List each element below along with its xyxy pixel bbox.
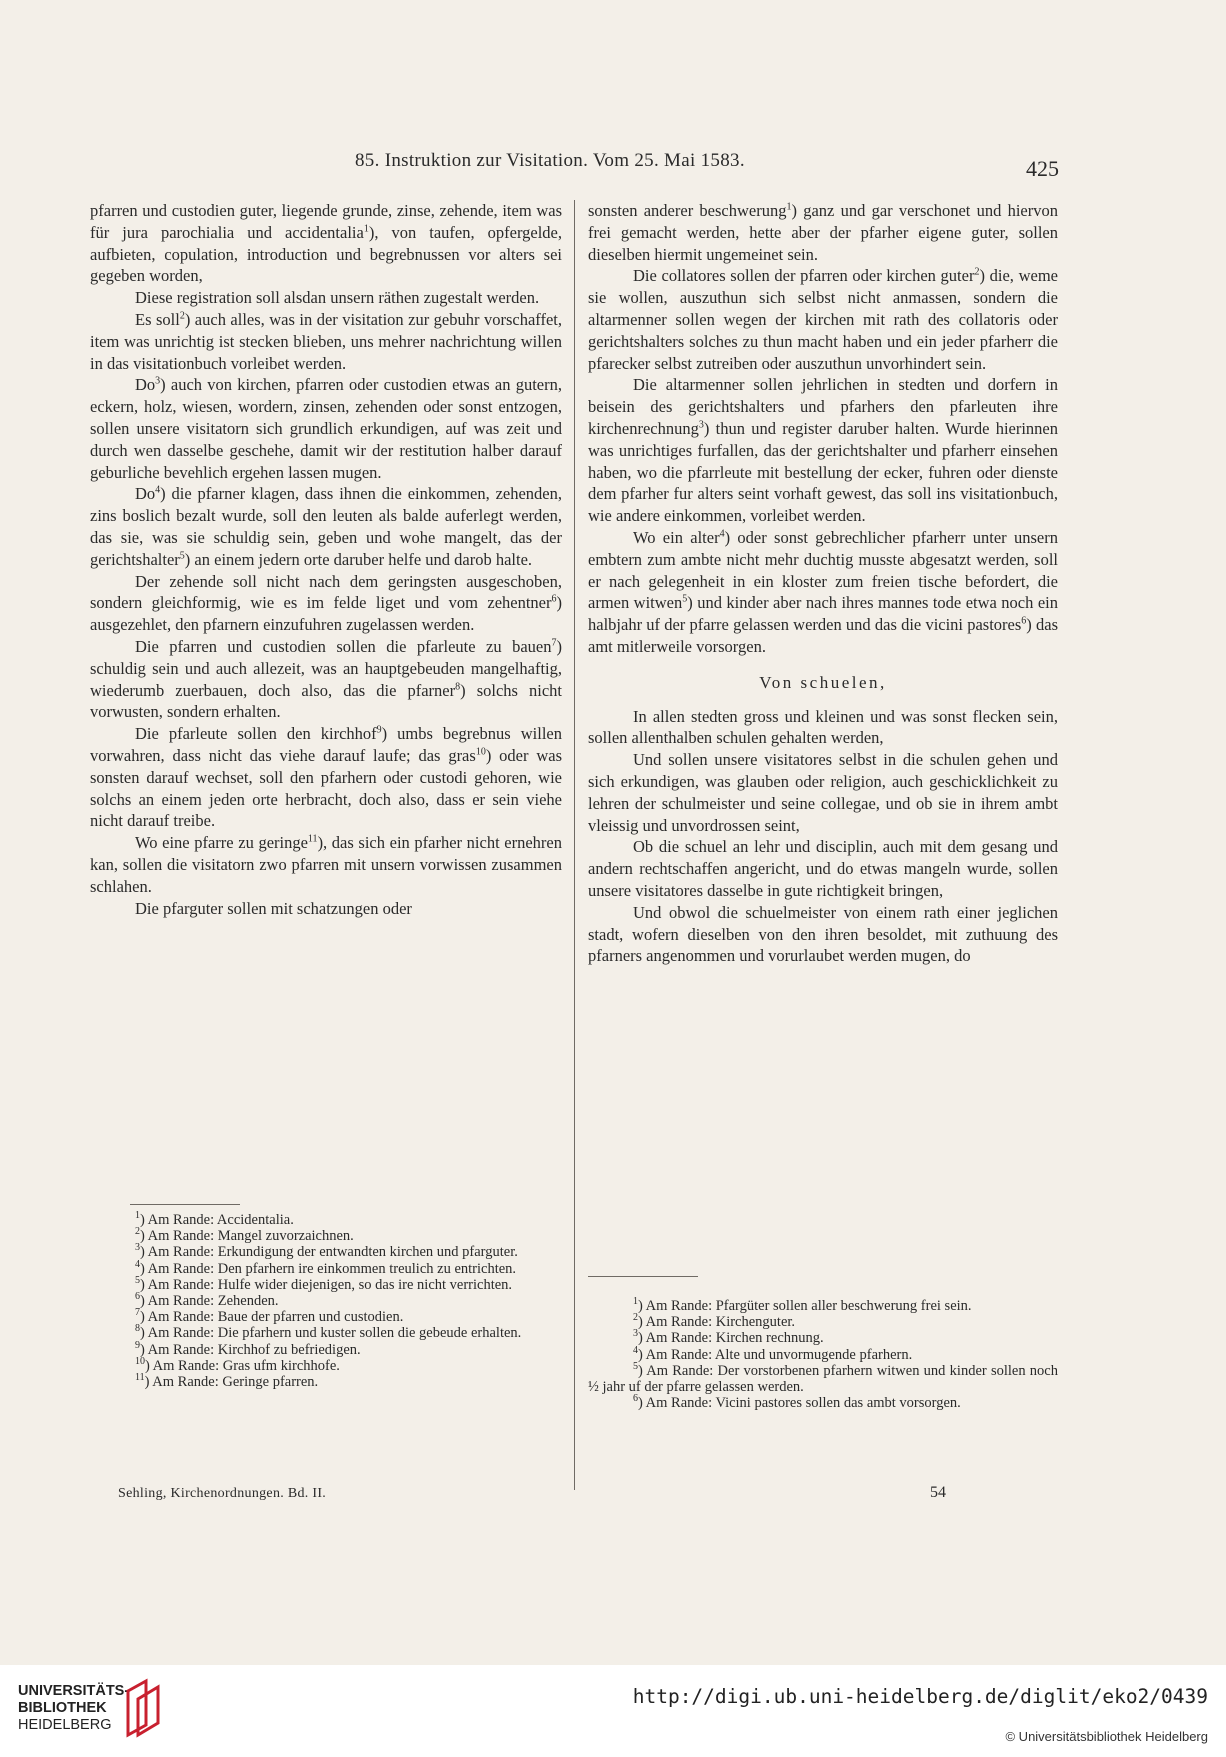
text-run: ) die pfarner klagen, dass ihnen die einkommen, zehenden, zins boslich bezalt wurde, soll den leuten als balde auferlegt werden, das sie, was sie schuldig sein, geben und wohe mangelt, das der gerichtshalter [90,484,562,569]
footnote [90,1228,562,1244]
footnote-marker: 9 [135,1339,140,1351]
text-run: Es soll [135,309,180,329]
footnote [90,1374,562,1390]
paragraph [588,374,1058,527]
footnote [90,1244,562,1260]
printer-signature: Sehling, Kirchenordnungen. Bd. II. [118,1486,327,1501]
footnote-rule-left [130,1204,240,1205]
footnote [90,1293,562,1309]
footnote-marker: 4 [719,528,725,540]
text-run: ) Am Rande: Mangel zuvorzaichnen. [140,1228,354,1245]
section-heading: Von schuelen, [759,672,887,692]
text-run: ) Am Rande: Accidentalia. [140,1212,294,1228]
footnote [90,1358,562,1374]
text-run: ) oder sonst gebrechlicher pfarherr unter unsern embtern zum ambte nicht mehr duchtig musste abgesatzt werden, soll er nach gelegenheit in ein kloster zum freien tische befordert, die armen witwen [588,527,1058,613]
page-header [90,150,1065,190]
footnote [588,1314,1058,1330]
footnote [588,1330,1058,1346]
text-run: ) und kinder aber nach ihres mannes tode etwa noch ein halbjahr uf der pfarre gelassen werden und das die vicini pastores [588,593,1058,635]
footnote [588,1360,1058,1396]
footnote-marker: 3 [155,375,161,387]
footnote [588,1344,1058,1363]
footnote-marker: 8 [455,681,461,693]
footnote-marker: 2 [179,310,185,322]
footnotes-left [90,1212,562,1390]
footnote-marker: 3 [633,1328,638,1340]
footnote-marker: 5 [682,593,688,605]
logo-line: UNIVERSITÄTS- [18,1683,130,1699]
footnote [90,1258,562,1277]
text-run: ) Am Rande: Kirchenguter. [638,1314,796,1331]
footnote-marker: 2 [974,266,980,278]
text-run: ) die, weme sie wollen, auszuthun sich selbst nicht anmassen, sondern die altarmenner sollen wegen der kirchen mit rath des collatoris oder gerichtshalters solches zu thun macht haben und ein jeder pfarherr die pfarecker selbst zutreiben oder auszuthun unvorhindert sein. [588,266,1058,373]
text-run: ) Am Rande: Baue der pfarren und custodien. [140,1309,404,1326]
paragraph [90,898,562,920]
right-column-text-after [588,706,1058,968]
text-run: Die collatores sollen der pfarren oder kirchen guter [633,266,975,286]
footnote-marker: 5 [179,550,185,562]
text-run: Wo eine pfarre zu geringe [135,833,308,853]
sheet-number: 54 [930,1484,946,1501]
paragraph [90,200,562,287]
footnote-marker: 7 [551,637,557,649]
logo-line: BIBLIOTHEK [18,1700,107,1716]
text-run: ) Am Rande: Gras ufm kirchhofe. [145,1357,340,1374]
footnote [90,1212,562,1228]
text-run: ) Am Rande: Geringe pfarren. [144,1374,319,1391]
footnotes-right [588,1298,1058,1411]
text-run: ) Am Rande: Hulfe wider diejenigen, so das ire nicht verrichten. [140,1276,513,1293]
text-run: ) ganz und gar verschonet und hiervon frei gemacht werden, hette aber der pfarher eigene guter, sollen dieselben hiermit ungemeinet sein. [588,201,1058,264]
text-run: ), von taufen, opfergelde, aufbieten, copulation, introduction und begrebnussen vor alters sei gegeben worden, [90,222,562,286]
page-number: 425 [1026,156,1059,181]
text-run: Die pfarleute sollen den kirchhof [135,724,377,744]
text-run: ) oder was sonsten darauf wechset, soll den pfarhern oder custodi gehoren, wie solchs an einem jeden orte herbracht, doch also, dass er sein viehe nicht darauf treibe. [90,745,562,831]
footnote-marker: 10 [475,746,486,758]
text-run: ) ausgezehlet, den pfarnern einzufuhren zugelassen werden. [90,593,562,635]
footnote [90,1309,562,1325]
footnote [90,1339,562,1358]
text-run: Der zehende soll nicht nach dem geringsten ausgeschoben, sondern gleichformig, wie es im felde liget und vom zehentner [90,571,562,613]
text-run: Do [135,484,156,504]
footnote-marker: 6 [633,1393,638,1405]
footnote-marker: 6 [551,593,557,605]
footnote-marker: 11 [307,833,318,845]
text-run: ) Am Rande: Den pfarhern ire einkommen treulich zu entrichten. [140,1260,517,1277]
footnote [588,1298,1058,1314]
paragraph [90,571,562,636]
footnote-rule-right [588,1276,698,1277]
running-head: 85. Instruktion zur Visitation. Vom 25. Mai 1583. [355,150,745,171]
text-run: ) umbs begrebnus willen vorwahren, dass nicht das viehe darauf laufe; das gras [90,724,562,765]
text-run: Die pfarren und custodien sollen die pfarleute zu bauen [135,636,552,656]
footnote-marker: 9 [376,724,382,736]
footnote-marker: 2 [633,1312,638,1324]
text-run: ) Am Rande: Die pfarhern und kuster sollen die gebeude erhalten. [140,1325,522,1342]
footnote-marker: 6 [135,1291,140,1303]
paragraph [90,287,562,309]
paragraph [90,309,562,374]
copyright-notice: © Universitätsbibliothek Heidelberg [1005,1729,1208,1744]
footnote-marker: 1 [786,201,792,213]
text-run: ) thun und register daruber halten. Wurde hierinnen was unrichtiges furfallen, das der gerichtshalter und pfarherr einsehen haben, wo die pfarrleute mit bestellung der ecker, fuhren oder dienste dem pfarher fur alters seint vorhaft gewest, das soll ins visitationbuch, wie andere einkommen, vorleibet werden. [588,418,1058,526]
footnote-marker: 3 [698,419,704,431]
text-run: ) auch von kirchen, pfarren oder custodien etwas an gutern, eckern, holz, wiesen, wordern, zinsen, zehenden oder sonst entzogen, sollen unsere visitatorn sich grundlich erkundigen, auf was zeit und durch wen dasselbe geschehe, damit wir der restitution halber darauf geburliche bevehlich ergehen lassen mugen. [90,375,562,482]
footnote-marker: 7 [135,1307,140,1319]
text-run: Die altarmenner sollen jehrlichen in stedten und dorfern in beisein des gerichtshalters und pfarhers den pfarleuten ihre kirchenrechnung [588,375,1058,438]
text-run: Ob die schuel an lehr und disciplin, auch mit dem gesang und andern rechtschaffen angericht, und do etwas mangeln wurde, sollen unsere visitatores dasselbe in gute richtigkeit bringen, [588,837,1058,900]
right-column-text-before [588,200,1058,658]
viewer-footer [0,1665,1226,1757]
text-run: ) Am Rande: Vicini pastores sollen das ambt vorsorgen. [638,1395,961,1412]
text-run: Do [135,375,156,395]
paragraph [588,527,1058,658]
text-run: ) schuldig sein und auch allezeit, was an hauptgebeuden mangelhaftig, wiederumb zuerbauen, doch also, das die pfarner [90,636,562,700]
paragraph [90,636,562,723]
text-run: ) Am Rande: Erkundigung der entwandten kirchen und pfarguter. [140,1244,518,1261]
footnote-marker: 4 [633,1344,638,1356]
text-run: sonsten anderer beschwerung [588,201,787,220]
text-run: Und obwol die schuelmeister von einem rath einer jeglichen stadt, wofern dieselben von den ihren besoldet, mit zuthuung des pfarners angenommen und vorurlaubet werden mugen, do [588,902,1058,966]
text-run: ) das amt mitlerweile vorsorgen. [588,615,1058,656]
paragraph [588,200,1058,265]
text-run: ), das sich ein pfarher nicht ernehren kan, sollen die visitatorn zwo pfarren mit unsern vorwissen zusammen schlahen. [90,833,562,896]
text-run: Diese registration soll alsdan unsern räthen zugestalt werden. [135,288,540,308]
text-run: ) Am Rande: Pfargüter sollen aller beschwerung frei sein. [638,1298,972,1314]
logo-line: HEIDELBERG [18,1717,112,1733]
paragraph [588,749,1058,836]
footnote-marker: 5 [633,1360,638,1372]
text-run: In allen stedten gross und kleinen und was sonst flecken sein, sollen allenthalben schulen gehalten werden, [588,706,1058,748]
text-run: ) Am Rande: Kirchhof zu befriedigen. [140,1341,361,1358]
footnote-marker: 3 [135,1242,140,1254]
footnote-marker: 5 [135,1274,140,1286]
paragraph [588,265,1058,374]
footnote-marker: 1 [135,1210,140,1222]
column-divider [574,200,575,1490]
paragraph [90,723,562,832]
text-run: pfarren und custodien guter, liegende grunde, zinse, zehende, item was für jura parochialia und accidentalia [90,201,562,242]
text-run: Die pfarguter sollen mit schatzungen oder [135,898,412,918]
text-run: ) solchs nicht vorwusten, sondern erhalten. [90,680,562,722]
footnote-marker: 4 [155,484,161,496]
footnote-marker: 8 [135,1323,140,1335]
text-run: ) Am Rande: Kirchen rechnung. [638,1330,824,1347]
paragraph [588,836,1058,901]
footnote-marker: 2 [135,1226,140,1238]
text-run: Wo ein alter [633,527,720,547]
footnote-marker: 1 [633,1296,638,1308]
library-logo-icon [124,1677,168,1739]
paragraph [90,483,562,570]
paragraph [588,902,1058,967]
text-run: ) Am Rande: Der vorstorbenen pfarhern witwen und kinder sollen noch ½ jahr uf der pfarre gelassen werden. [588,1362,1058,1396]
footnote-marker: 10 [135,1356,145,1367]
library-logo-text [18,1683,129,1734]
footnote-marker: 6 [1021,615,1027,627]
text-run: Und sollen unsere visitatores selbst in die schulen gehen und sich erkundigen, was glauben oder religion, auch geschicklichkeit zu lehren der schulmeister und seine collegae, und ob sie in ihrem ambt vleissig und unvordrossen seint, [588,750,1058,835]
paragraph [588,706,1058,750]
text-run: ) auch alles, was in der visitation zur gebuhr vorschaffet, item was unrichtig ist stecken blieben, uns mehrer nachrichtung willen in das visitationbuch vorleibet werden. [90,309,563,373]
right-column [588,200,1058,967]
paragraph [90,832,562,897]
footnote-marker: 4 [135,1258,140,1270]
permalink-url[interactable]: http://digi.ub.uni-heidelberg.de/diglit/eko2/0439 [632,1685,1208,1708]
footnote [90,1274,562,1293]
paragraph [90,374,562,483]
text-run: ) Am Rande: Zehenden. [140,1293,279,1310]
footnote-marker: 1 [363,223,369,235]
left-column [90,200,562,919]
footnote [90,1325,562,1341]
footnote [588,1395,1058,1411]
text-run: ) Am Rande: Alte und unvormugende pfarhern. [638,1346,913,1363]
footnote-marker: 11 [135,1372,145,1384]
text-run: ) an einem jedern orte daruber helfe und darob halte. [184,549,533,569]
